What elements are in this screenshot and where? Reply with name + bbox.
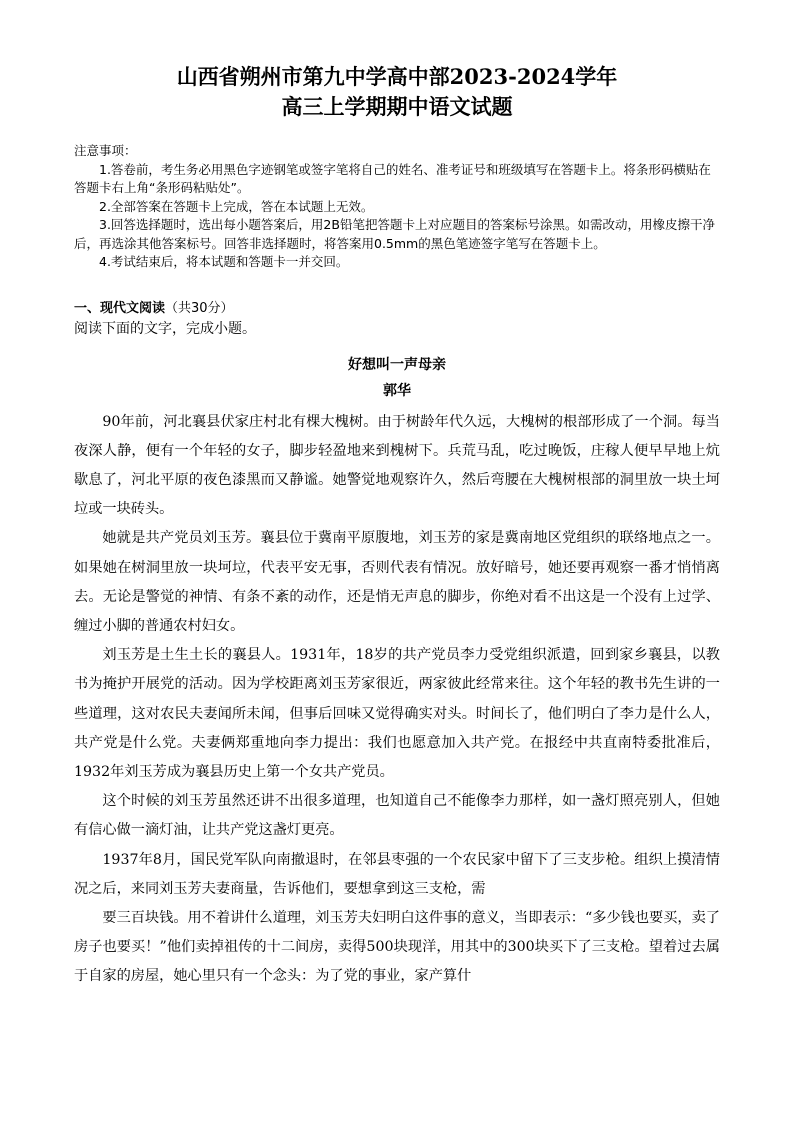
title-line-2: 高三上学期期中语文试题 bbox=[281, 94, 513, 119]
article-author: 郭华 bbox=[383, 382, 411, 399]
article-paragraph-1: 90年前，河北襄县伏家庄村北有棵大槐树。由于树龄年代久远，大槐树的根部形成了一个洞。每当夜深人静，便有一个年轻的女子，脚步轻盈地来到槐树下。兵荒马乱，吃过晚饭，庄稼人便早早地上炕歇息了，河北平原的夜色漆黑而又静谧。她警觉地观察许久，然后弯腰在大槐树根部的洞里放一块土坷垃或一块砖头。 bbox=[74, 413, 720, 518]
article-paragraph-4: 这个时候的刘玉芳虽然还讲不出很多道理，也知道自己不能像李力那样，如一盏灯照亮别人，但她有信心做一滴灯油，让共产党这盏灯更亮。 bbox=[74, 793, 720, 839]
section-score: （共30分） bbox=[165, 300, 234, 316]
notice-item-4: 4.考试结束后，将本试题和答题卡一并交回。 bbox=[99, 254, 349, 269]
notice-block bbox=[74, 142, 720, 272]
title-line-1: 山西省朔州市第九中学高中部2023-2024学年 bbox=[176, 64, 618, 89]
article-title: 好想叫一声母亲 bbox=[348, 356, 446, 373]
reading-instruction: 阅读下面的文字，完成小题。 bbox=[74, 320, 256, 337]
section-heading bbox=[74, 299, 720, 319]
exam-title bbox=[74, 62, 720, 122]
notice-item-1: 1.答卷前，考生务必用黑色字迹钢笔或签字笔将自己的姓名、准考证号和班级填写在答题卡上。将条形码横贴在答题卡右上角“条形码粘贴处”。 bbox=[74, 161, 711, 195]
article-paragraph-5: 1937年8月，国民党军队向南撤退时，在邻县枣强的一个农民家中留下了三支步枪。组织上摸清情况之后，来同刘玉芳夫妻商量，告诉他们，要想拿到这三支枪，需 bbox=[74, 851, 720, 897]
article-paragraph-6: 要三百块钱。用不着讲什么道理，刘玉芳夫妇明白这件事的意义，当即表示：“多少钱也要买，卖了房子也要买！”他们卖掉祖传的十二间房，卖得500块现洋，用其中的300块买下了三支枪。望着过去属于自家的房屋，她心里只有一个念头：为了党的事业，家产算什 bbox=[74, 909, 720, 985]
article-paragraph-3: 刘玉芳是土生土长的襄县人。1931年，18岁的共产党员李力受党组织派遣，回到家乡襄县，以教书为掩护开展党的活动。因为学校距离刘玉芳家很近，两家彼此经常来往。这个年轻的教书先生讲的一些道理，这对农民夫妻闻所未闻，但事后回味又觉得确实对头。时间长了，他们明白了李力是什么人，共产党是什么党。夫妻俩郑重地向李力提出：我们也愿意加入共产党。在报经中共直南特委批准后，1932年刘玉芳成为襄县历史上第一个女共产党员。 bbox=[74, 647, 720, 780]
article-body bbox=[74, 408, 720, 992]
article-paragraph-2: 她就是共产党员刘玉芳。襄县位于冀南平原腹地，刘玉芳的家是冀南地区党组织的联络地点之一。如果她在树洞里放一块坷垃，代表平安无事，否则代表有情况。放好暗号，她还要再观察一番才悄悄离去。无论是警觉的神情、有条不紊的动作，还是悄无声息的脚步，你绝对看不出这是一个没有上过学、缠过小脚的普通农村妇女。 bbox=[74, 530, 720, 634]
notice-item-3: 3.回答选择题时，选出每小题答案后，用2B铅笔把答题卡上对应题目的答案标号涂黑。如需改动，用橡皮擦干净后，再选涂其他答案标号。回答非选择题时，将答案用0.5mm的黑色笔迹签字笔写在答题卡上。 bbox=[74, 217, 715, 251]
section-title: 一、现代文阅读（共30分） bbox=[74, 300, 234, 316]
notice-heading: 注意事项： bbox=[74, 143, 137, 158]
notice-item-2: 2.全部答案在答题卡上完成，答在本试题上无效。 bbox=[99, 198, 374, 214]
